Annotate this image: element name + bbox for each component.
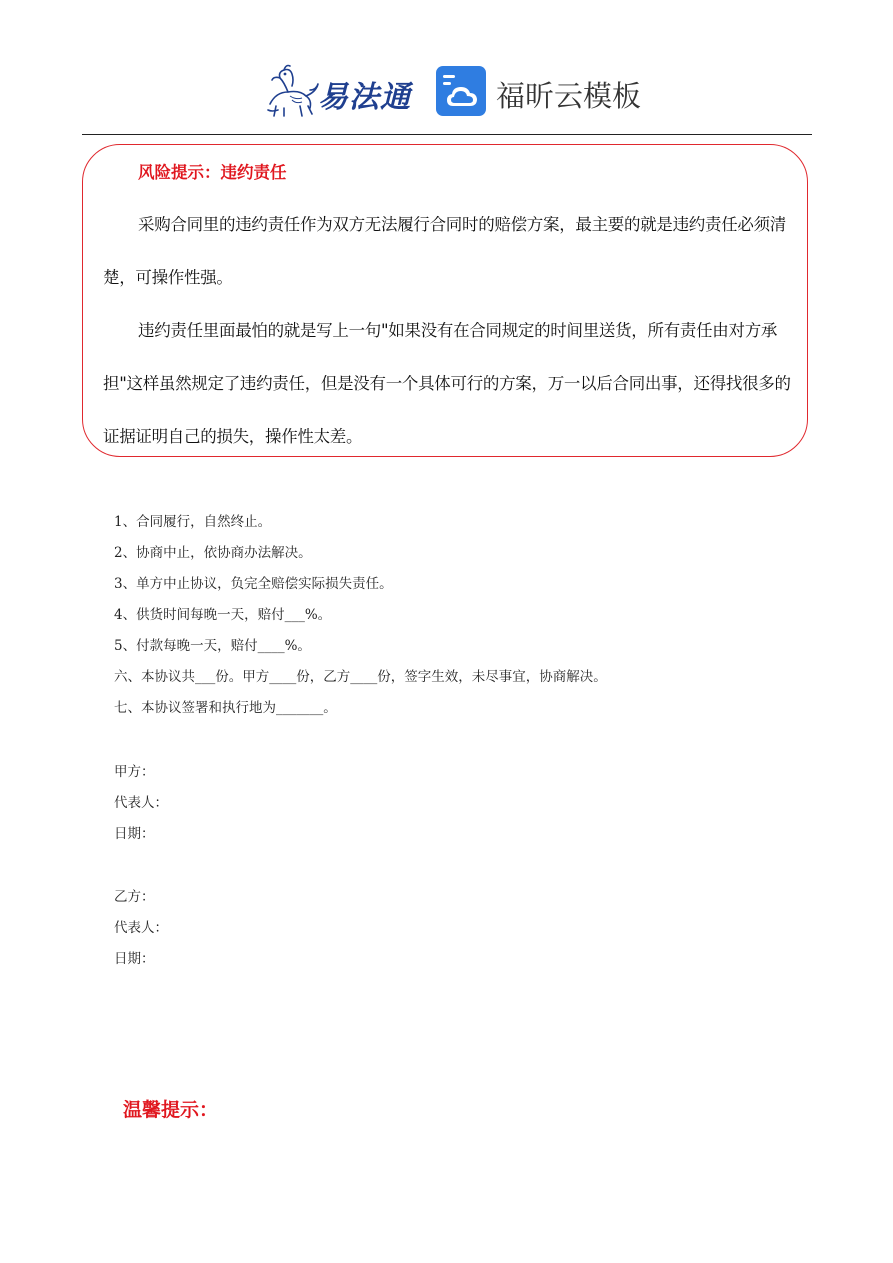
party-a-date-label: 日期： — [114, 826, 155, 842]
party-b-label: 乙方： — [114, 889, 155, 905]
clause-item: 六、本协议共___份。甲方____份，乙方____份，签字生效，未尽事宜，协商解决。 — [114, 669, 607, 685]
risk-notice-paragraph: 违约责任里面最怕的就是写上一句"如果没有在合同规定的时间里送货，所有责任由对方承担"这样虽然规定了违约责任，但是没有一个具体可行的方案，万一以后合同出事，还得找很多的证据证明自己的损失，操作性太差。 — [103, 321, 791, 446]
risk-notice-paragraph: 采购合同里的违约责任作为双方无法履行合同时的赔偿方案，最主要的就是违约责任必须清楚，可操作性强。 — [103, 215, 787, 287]
page-header — [0, 58, 893, 124]
party-b-representative-label: 代表人： — [114, 920, 168, 936]
clause-item: 七、本协议签署和执行地为_______。 — [114, 700, 337, 716]
fuxin-brand-text: 福昕云模板 — [496, 79, 642, 113]
warm-tip-title: 温馨提示： — [123, 1099, 219, 1121]
header-divider — [82, 134, 812, 135]
clause-item: 2、协商中止，依协商办法解决。 — [114, 545, 312, 561]
kirin-logo-icon — [262, 62, 320, 118]
fuxin-cloud-logo — [436, 66, 656, 118]
party-a-label: 甲方： — [114, 764, 155, 780]
clause-item: 1、合同履行，自然终止。 — [114, 514, 272, 530]
risk-notice-title: 风险提示：违约责任 — [138, 163, 287, 182]
party-a-representative-label: 代表人： — [114, 795, 168, 811]
risk-notice-box — [82, 144, 808, 457]
party-b-signature-block — [114, 882, 168, 975]
yifatong-logo — [262, 62, 412, 118]
clause-item: 5、付款每晚一天，赔付____%。 — [114, 638, 311, 654]
clause-item: 4、供货时间每晚一天，赔付___%。 — [114, 607, 332, 623]
clause-item: 3、单方中止协议，负完全赔偿实际损失责任。 — [114, 576, 393, 592]
party-b-date-label: 日期： — [114, 951, 155, 967]
yifatong-brand-text: 易法通 — [318, 80, 411, 115]
agreement-clauses — [114, 507, 814, 724]
party-a-signature-block — [114, 757, 168, 850]
cloud-template-app-icon — [436, 66, 486, 116]
